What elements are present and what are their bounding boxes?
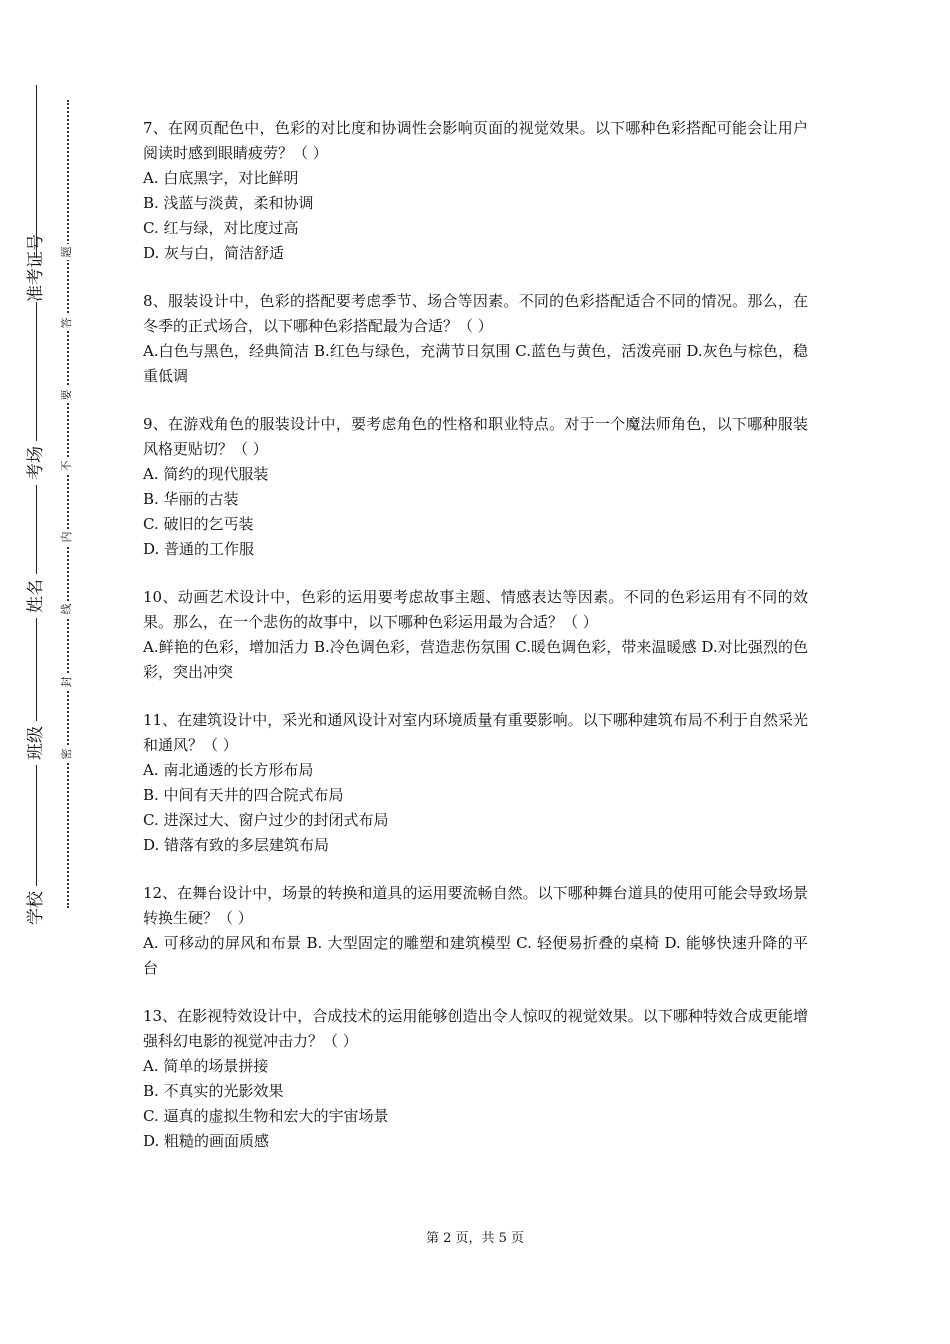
question-9 xyxy=(143,412,808,562)
option-c: C. 破旧的乞丐装 xyxy=(143,515,254,533)
field-label-name: 姓名 xyxy=(14,574,58,618)
question-10 xyxy=(143,585,808,685)
seal-dotted-line xyxy=(67,100,69,908)
question-stem: 12、在舞台设计中，场景的转换和道具的运用要流畅自然。以下哪种舞台道具的使用可能会导致场景转换生硬？（ ） xyxy=(143,884,808,927)
question-stem: 13、在影视特效设计中，合成技术的运用能够创造出令人惊叹的视觉效果。以下哪种特效合成更能增强科幻电影的视觉冲击力？（ ） xyxy=(143,1007,808,1050)
seal-char: 线 xyxy=(56,601,78,617)
inline-options: A. 可移动的屏风和布景 B. 大型固定的雕塑和建筑模型 C. 轻便易折叠的桌椅 D. 能够快速升降的平台 xyxy=(143,934,808,977)
question-13 xyxy=(143,1004,808,1154)
option-a: A. 白底黑字，对比鲜明 xyxy=(143,169,299,187)
option-c: C. 逼真的虚拟生物和宏大的宇宙场景 xyxy=(143,1107,389,1125)
seal-char: 要 xyxy=(56,387,78,403)
seal-char: 内 xyxy=(56,529,78,545)
option-c: C. 红与绿，对比度过高 xyxy=(143,219,299,237)
option-b: B. 不真实的光影效果 xyxy=(143,1082,284,1100)
option-b: B. 中间有天井的四合院式布局 xyxy=(143,786,344,804)
option-d: D. 普通的工作服 xyxy=(143,540,255,558)
option-d: D. 粗糙的画面质感 xyxy=(143,1132,270,1150)
field-label-exam-id: 准考证号 xyxy=(14,258,58,302)
question-stem: 7、在网页配色中，色彩的对比度和协调性会影响页面的视觉效果。以下哪种色彩搭配可能会让用户阅读时感到眼睛疲劳？（ ） xyxy=(143,119,808,162)
question-12 xyxy=(143,881,808,981)
option-a: A. 南北通透的长方形布局 xyxy=(143,761,314,779)
question-stem: 11、在建筑设计中，采光和通风设计对室内环境质量有重要影响。以下哪种建筑布局不利于自然采光和通风？（ ） xyxy=(143,711,808,754)
question-stem: 10、动画艺术设计中，色彩的运用要考虑故事主题、情感表达等因素。不同的色彩运用有不同的效果。那么，在一个悲伤的故事中，以下哪种色彩运用最为合适？（ ） xyxy=(143,588,808,631)
option-d: D. 灰与白，简洁舒适 xyxy=(143,244,285,262)
seal-char: 封 xyxy=(56,674,78,690)
question-list xyxy=(143,116,808,1177)
binding-margin xyxy=(0,0,110,1344)
option-b: B. 华丽的古装 xyxy=(143,490,239,508)
option-d: D. 错落有致的多层建筑布局 xyxy=(143,836,330,854)
seal-char: 答 xyxy=(56,315,78,331)
question-stem: 9、在游戏角色的服装设计中，要考虑角色的性格和职业特点。对于一个魔法师角色，以下哪种服装风格更贴切？（ ） xyxy=(143,415,808,458)
inline-options: A.鲜艳的色彩，增加活力 B.冷色调色彩，营造悲伤氛围 C.暖色调色彩，带来温暖感 D.对比强烈的色彩，突出冲突 xyxy=(143,638,808,681)
question-11 xyxy=(143,708,808,858)
question-stem: 8、服装设计中，色彩的搭配要考虑季节、场合等因素。不同的色彩搭配适合不同的情况。那么，在冬季的正式场合，以下哪种色彩搭配最为合适？（ ） xyxy=(143,292,808,335)
option-c: C. 进深过大、窗户过少的封闭式布局 xyxy=(143,811,389,829)
option-b: B. 浅蓝与淡黄，柔和协调 xyxy=(143,194,314,212)
inline-options: A.白色与黑色，经典简洁 B.红色与绿色，充满节日氛围 C.蓝色与黄色，活泼亮丽 D.灰色与棕色，稳重低调 xyxy=(143,342,808,385)
binding-solid-line xyxy=(36,85,37,905)
seal-char: 密 xyxy=(56,746,78,762)
seal-char: 题 xyxy=(56,244,78,260)
field-label-class: 班级 xyxy=(14,721,58,765)
seal-char: 不 xyxy=(56,458,78,474)
field-label-exam-room: 考场 xyxy=(14,441,58,485)
page-number: 第 2 页，共 5 页 xyxy=(425,1231,525,1246)
field-label-school: 学校 xyxy=(14,886,58,930)
option-a: A. 简约的现代服装 xyxy=(143,465,269,483)
question-7 xyxy=(143,116,808,266)
option-a: A. 简单的场景拼接 xyxy=(143,1057,269,1075)
question-8 xyxy=(143,289,808,389)
